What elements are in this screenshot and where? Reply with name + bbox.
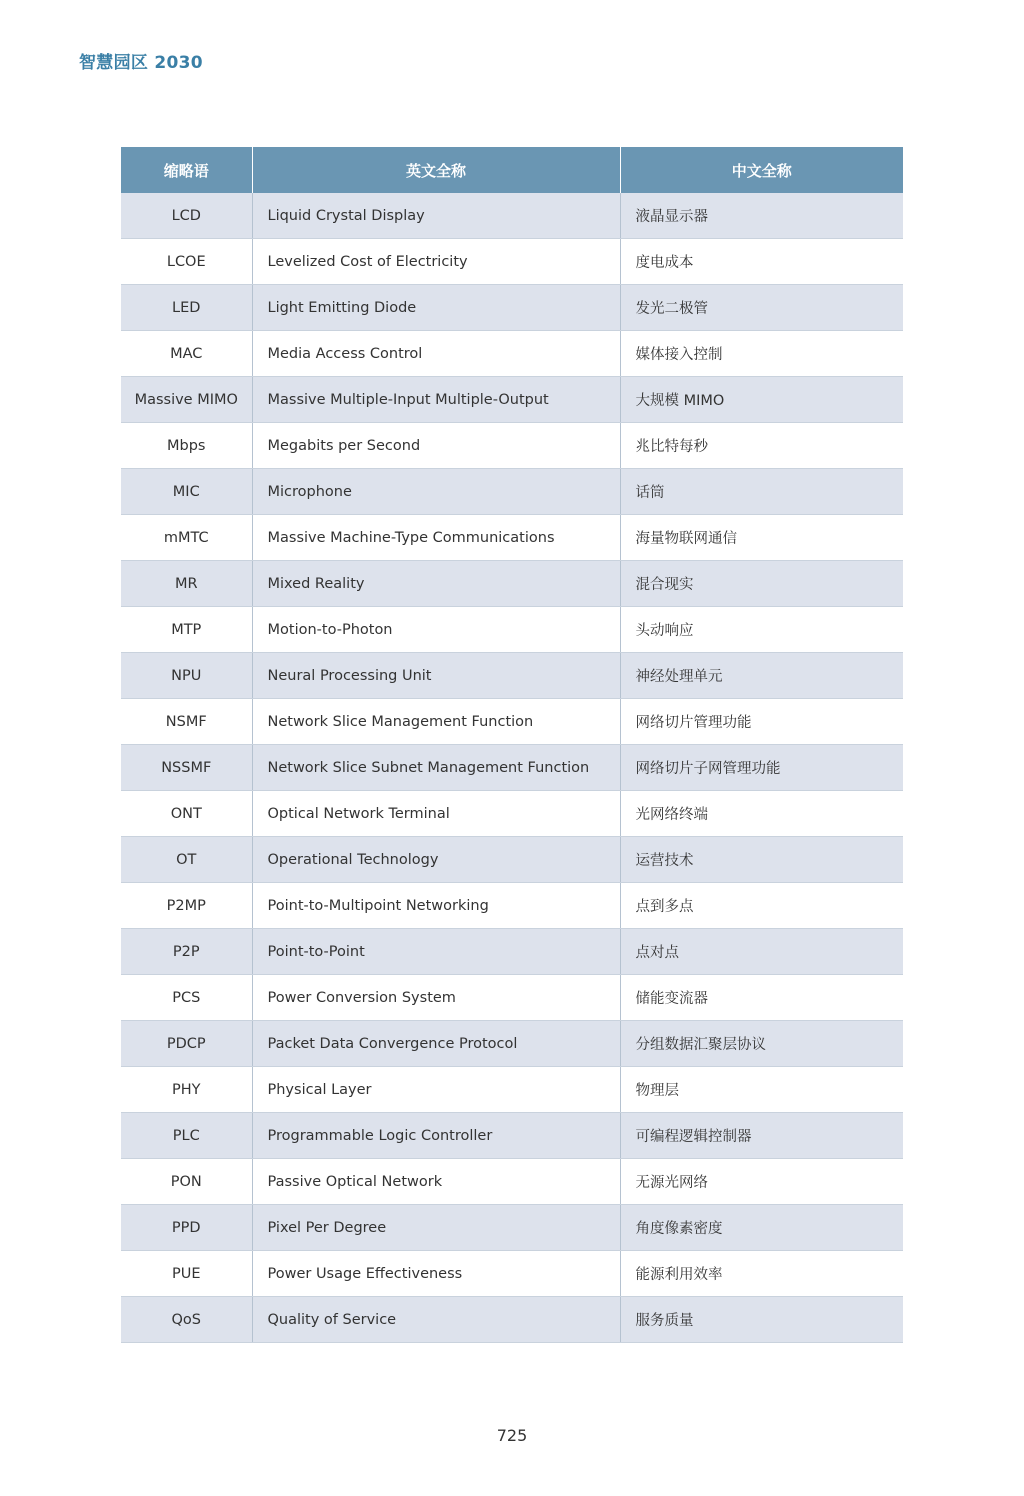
table-row	[121, 883, 903, 929]
abbreviation-cell: LED	[121, 285, 252, 331]
table-row	[121, 1021, 903, 1067]
english-name-cell: Motion-to-Photon	[252, 607, 620, 653]
abbreviation-cell: P2MP	[121, 883, 252, 929]
abbreviation-cell: PDCP	[121, 1021, 252, 1067]
chinese-name-cell: 头动响应	[620, 607, 903, 653]
english-name-cell: Power Usage Effectiveness	[252, 1251, 620, 1297]
document-header-title: 智慧园区 2030	[79, 53, 203, 73]
chinese-name-cell: 兆比特每秒	[620, 423, 903, 469]
english-name-cell: Optical Network Terminal	[252, 791, 620, 837]
english-name-cell: Massive Machine-Type Communications	[252, 515, 620, 561]
abbreviation-cell: PON	[121, 1159, 252, 1205]
table-row	[121, 1113, 903, 1159]
chinese-name-cell: 点对点	[620, 929, 903, 975]
english-name-cell: Point-to-Multipoint Networking	[252, 883, 620, 929]
chinese-name-cell: 网络切片子网管理功能	[620, 745, 903, 791]
english-name-cell: Power Conversion System	[252, 975, 620, 1021]
chinese-name-cell: 可编程逻辑控制器	[620, 1113, 903, 1159]
table-row	[121, 699, 903, 745]
chinese-name-cell: 话筒	[620, 469, 903, 515]
table-row	[121, 745, 903, 791]
table-row	[121, 607, 903, 653]
english-name-cell: Packet Data Convergence Protocol	[252, 1021, 620, 1067]
english-name-cell: Neural Processing Unit	[252, 653, 620, 699]
chinese-name-cell: 无源光网络	[620, 1159, 903, 1205]
table-row	[121, 561, 903, 607]
table-row	[121, 975, 903, 1021]
english-name-cell: Network Slice Management Function	[252, 699, 620, 745]
chinese-name-cell: 光网络终端	[620, 791, 903, 837]
chinese-name-cell: 神经处理单元	[620, 653, 903, 699]
table-row	[121, 1067, 903, 1113]
abbreviation-cell: MIC	[121, 469, 252, 515]
abbreviation-cell: OT	[121, 837, 252, 883]
chinese-name-cell: 服务质量	[620, 1297, 903, 1343]
table-header-row	[121, 147, 903, 193]
column-header-chinese-name: 中文全称	[620, 147, 903, 193]
table-row	[121, 1159, 903, 1205]
table-row	[121, 285, 903, 331]
english-name-cell: Physical Layer	[252, 1067, 620, 1113]
chinese-name-cell: 储能变流器	[620, 975, 903, 1021]
table-row	[121, 331, 903, 377]
abbreviation-cell: NPU	[121, 653, 252, 699]
table-row	[121, 837, 903, 883]
chinese-name-cell: 混合现实	[620, 561, 903, 607]
chinese-name-cell: 液晶显示器	[620, 193, 903, 239]
abbreviation-cell: MTP	[121, 607, 252, 653]
table-row	[121, 653, 903, 699]
abbreviation-cell: LCD	[121, 193, 252, 239]
table-row	[121, 1297, 903, 1343]
table-row	[121, 377, 903, 423]
english-name-cell: Light Emitting Diode	[252, 285, 620, 331]
column-header-abbreviation: 缩略语	[121, 147, 252, 193]
abbreviation-cell: PPD	[121, 1205, 252, 1251]
english-name-cell: Programmable Logic Controller	[252, 1113, 620, 1159]
abbreviation-cell: mMTC	[121, 515, 252, 561]
table-row	[121, 193, 903, 239]
table-body	[121, 193, 903, 1343]
chinese-name-cell: 网络切片管理功能	[620, 699, 903, 745]
page-number: 725	[496, 1426, 528, 1445]
abbreviation-cell: QoS	[121, 1297, 252, 1343]
table-row	[121, 515, 903, 561]
abbreviation-cell: PHY	[121, 1067, 252, 1113]
english-name-cell: Microphone	[252, 469, 620, 515]
chinese-name-cell: 角度像素密度	[620, 1205, 903, 1251]
table-row	[121, 239, 903, 285]
english-name-cell: Point-to-Point	[252, 929, 620, 975]
english-name-cell: Pixel Per Degree	[252, 1205, 620, 1251]
chinese-name-cell: 海量物联网通信	[620, 515, 903, 561]
abbreviation-cell: NSSMF	[121, 745, 252, 791]
chinese-name-cell: 发光二极管	[620, 285, 903, 331]
english-name-cell: Network Slice Subnet Management Function	[252, 745, 620, 791]
abbreviation-cell: MR	[121, 561, 252, 607]
table-row	[121, 423, 903, 469]
chinese-name-cell: 物理层	[620, 1067, 903, 1113]
chinese-name-cell: 能源利用效率	[620, 1251, 903, 1297]
abbreviation-cell: PLC	[121, 1113, 252, 1159]
chinese-name-cell: 大规模 MIMO	[620, 377, 903, 423]
abbreviation-cell: Massive MIMO	[121, 377, 252, 423]
abbreviation-cell: NSMF	[121, 699, 252, 745]
chinese-name-cell: 点到多点	[620, 883, 903, 929]
table-row	[121, 1205, 903, 1251]
table-row	[121, 929, 903, 975]
english-name-cell: Mixed Reality	[252, 561, 620, 607]
abbreviation-table	[121, 147, 903, 1343]
abbreviation-cell: Mbps	[121, 423, 252, 469]
chinese-name-cell: 度电成本	[620, 239, 903, 285]
table-row	[121, 1251, 903, 1297]
abbreviation-cell: ONT	[121, 791, 252, 837]
chinese-name-cell: 运营技术	[620, 837, 903, 883]
abbreviation-cell: P2P	[121, 929, 252, 975]
abbreviation-cell: LCOE	[121, 239, 252, 285]
table-row	[121, 469, 903, 515]
english-name-cell: Quality of Service	[252, 1297, 620, 1343]
english-name-cell: Operational Technology	[252, 837, 620, 883]
english-name-cell: Levelized Cost of Electricity	[252, 239, 620, 285]
english-name-cell: Massive Multiple-Input Multiple-Output	[252, 377, 620, 423]
chinese-name-cell: 媒体接入控制	[620, 331, 903, 377]
chinese-name-cell: 分组数据汇聚层协议	[620, 1021, 903, 1067]
english-name-cell: Megabits per Second	[252, 423, 620, 469]
table-row	[121, 791, 903, 837]
english-name-cell: Liquid Crystal Display	[252, 193, 620, 239]
abbreviation-cell: PUE	[121, 1251, 252, 1297]
abbreviation-cell: PCS	[121, 975, 252, 1021]
column-header-english-name: 英文全称	[252, 147, 620, 193]
english-name-cell: Media Access Control	[252, 331, 620, 377]
abbreviation-cell: MAC	[121, 331, 252, 377]
english-name-cell: Passive Optical Network	[252, 1159, 620, 1205]
